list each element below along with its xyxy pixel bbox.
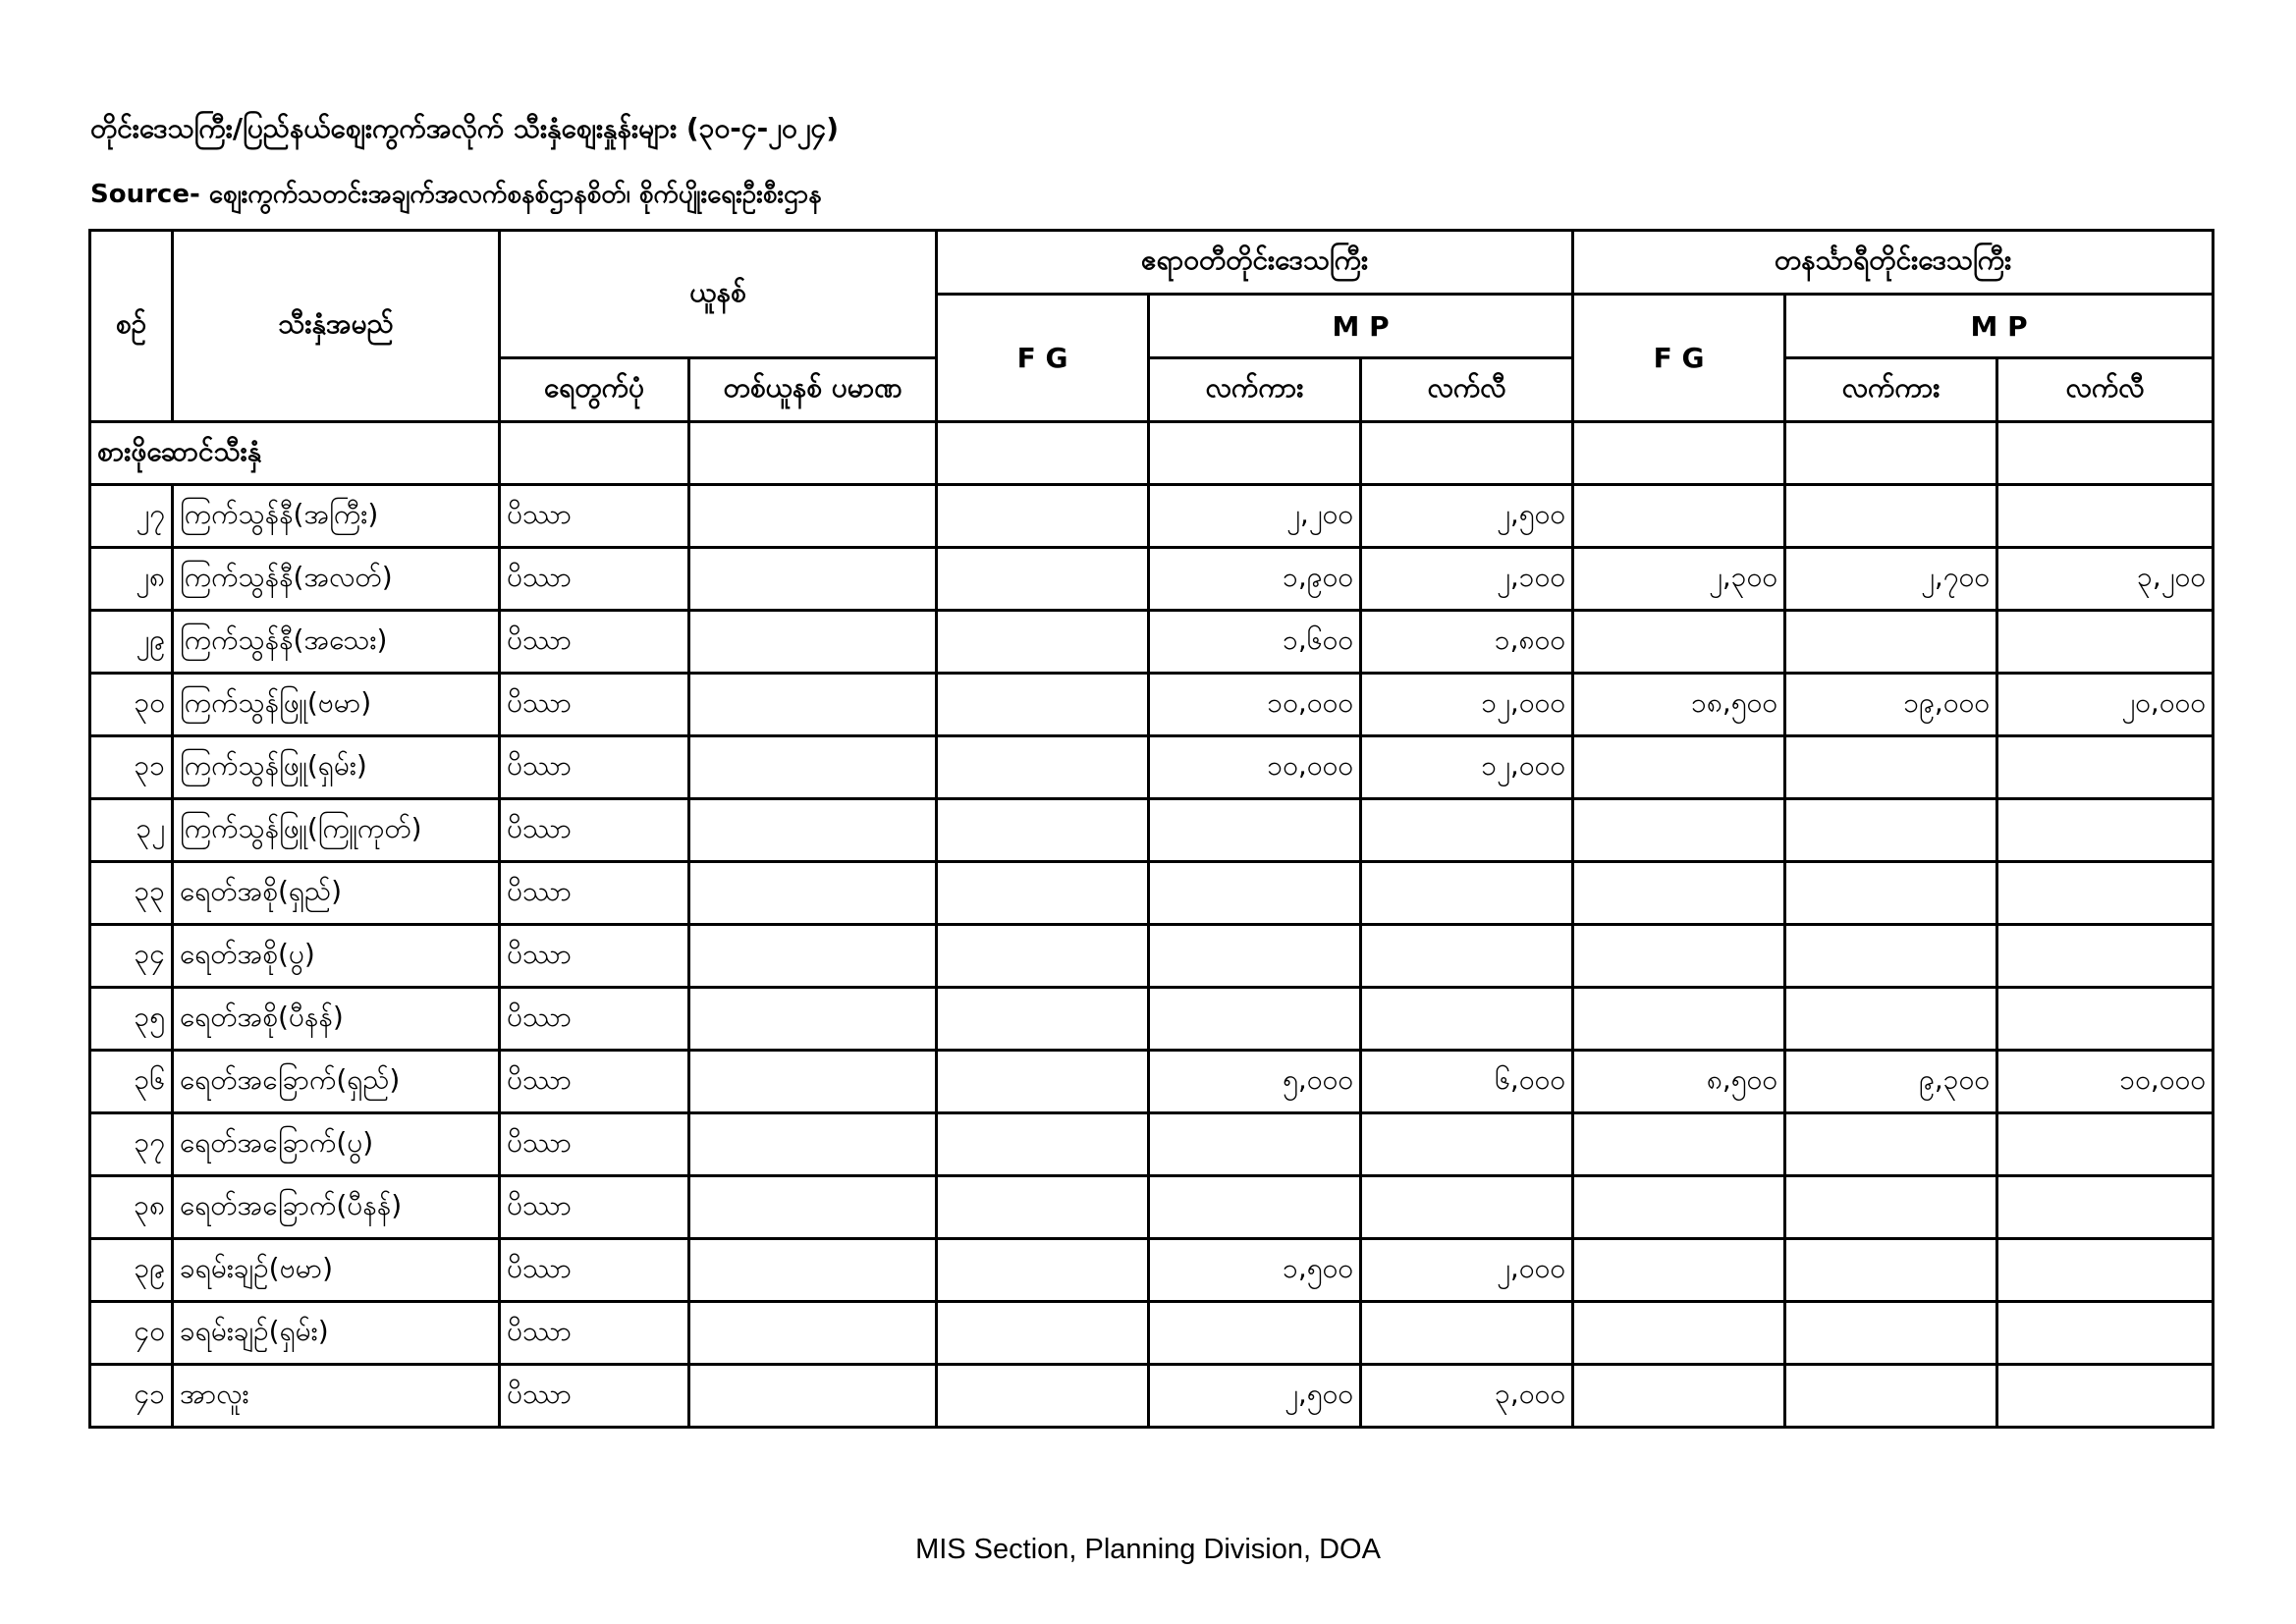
cell-r1-fg: [937, 1365, 1149, 1428]
cell-unit: ပိဿာ: [500, 1302, 689, 1365]
table-row: [90, 1176, 2214, 1239]
cell-r1-retail: ၁၂,၀၀၀: [1361, 736, 1573, 799]
cell-unit-per: [689, 548, 937, 611]
cell-r1-retail: [1361, 1113, 1573, 1176]
cell-unit-per: [689, 1302, 937, 1365]
cell-unit-per: [689, 1365, 937, 1428]
cell-r2-retail: [1997, 1239, 2214, 1302]
header-r2-retail: လက်လီ: [1997, 358, 2214, 422]
cell-crop-name: ရေတ်အစို(ရှည်): [173, 862, 500, 925]
header-r1-retail: လက်လီ: [1361, 358, 1573, 422]
cell-r1-retail: [1361, 862, 1573, 925]
table-cell: [689, 422, 937, 485]
cell-r1-fg: [937, 925, 1149, 988]
cell-r1-wholesale: [1149, 862, 1361, 925]
cell-crop-name: ရေတ်အခြောက်(ရှည်): [173, 1051, 500, 1113]
cell-unit-per: [689, 736, 937, 799]
cell-r2-wholesale: [1785, 485, 1997, 548]
cell-r2-retail: [1997, 736, 2214, 799]
cell-crop-name: ခရမ်းချဉ်(ဗမာ): [173, 1239, 500, 1302]
header-r2-wholesale: လက်ကား: [1785, 358, 1997, 422]
table-cell: [1785, 422, 1997, 485]
cell-r1-retail: [1361, 925, 1573, 988]
cell-unit-per: [689, 1176, 937, 1239]
cell-r2-wholesale: ၁၉,၀၀၀: [1785, 674, 1997, 736]
cell-unit-per: [689, 485, 937, 548]
cell-r1-fg: [937, 674, 1149, 736]
table-row: [90, 548, 2214, 611]
cell-r1-retail: ၆,၀၀၀: [1361, 1051, 1573, 1113]
cell-r2-fg: [1573, 1113, 1785, 1176]
cell-r1-retail: ၂,၅၀၀: [1361, 485, 1573, 548]
table-row: [90, 925, 2214, 988]
cell-r1-fg: [937, 485, 1149, 548]
cell-r1-wholesale: ၂,၂၀၀: [1149, 485, 1361, 548]
cell-sr: ၂၈: [90, 548, 173, 611]
table-cell: [1997, 422, 2214, 485]
cell-unit-per: [689, 925, 937, 988]
table-row: [90, 862, 2214, 925]
cell-sr: ၃၁: [90, 736, 173, 799]
cell-sr: ၃၉: [90, 1239, 173, 1302]
cell-r2-fg: [1573, 611, 1785, 674]
table-row: [90, 799, 2214, 862]
cell-r1-retail: [1361, 1176, 1573, 1239]
table-row: [90, 1113, 2214, 1176]
cell-r2-fg: [1573, 1239, 1785, 1302]
cell-crop-name: ကြက်သွန်ဖြူ(ရှမ်း): [173, 736, 500, 799]
cell-r1-retail: ၁၂,၀၀၀: [1361, 674, 1573, 736]
cell-r2-retail: [1997, 925, 2214, 988]
cell-r2-wholesale: [1785, 988, 1997, 1051]
table-row: [90, 1051, 2214, 1113]
cell-r1-fg: [937, 736, 1149, 799]
cell-unit: ပိဿာ: [500, 611, 689, 674]
section-label: စားဖိုဆောင်သီးနှံ: [90, 422, 500, 485]
cell-r2-fg: [1573, 736, 1785, 799]
cell-unit: ပိဿာ: [500, 988, 689, 1051]
cell-r1-fg: [937, 611, 1149, 674]
section-row: [90, 422, 2214, 485]
cell-r2-wholesale: [1785, 1302, 1997, 1365]
cell-crop-name: ကြက်သွန်ဖြူ(ကြူကုတ်): [173, 799, 500, 862]
cell-r2-wholesale: [1785, 1176, 1997, 1239]
cell-r2-retail: [1997, 862, 2214, 925]
cell-r1-fg: [937, 548, 1149, 611]
table-row: [90, 674, 2214, 736]
cell-r2-fg: ၈,၅၀၀: [1573, 1051, 1785, 1113]
table-cell: [937, 422, 1149, 485]
header-region-ayeyarwady: ဧရာဝတီတိုင်းဒေသကြီး: [937, 231, 1573, 295]
cell-crop-name: ကြက်သွန်နီ(အသေး): [173, 611, 500, 674]
cell-unit: ပိဿာ: [500, 862, 689, 925]
cell-r1-retail: ၁,၈၀၀: [1361, 611, 1573, 674]
cell-r1-wholesale: ၅,၀၀၀: [1149, 1051, 1361, 1113]
table-cell: [500, 422, 689, 485]
cell-r1-wholesale: ၁၀,၀၀၀: [1149, 674, 1361, 736]
cell-unit-per: [689, 799, 937, 862]
cell-unit: ပိဿာ: [500, 1239, 689, 1302]
cell-r1-retail: ၂,၁၀၀: [1361, 548, 1573, 611]
cell-sr: ၃၂: [90, 799, 173, 862]
header-region-tanintharyi: တနင်္သာရီတိုင်းဒေသကြီး: [1573, 231, 2214, 295]
cell-r2-retail: [1997, 1365, 2214, 1428]
cell-unit-per: [689, 611, 937, 674]
cell-sr: ၃၄: [90, 925, 173, 988]
cell-r2-fg: [1573, 1176, 1785, 1239]
source-line: Source- စျေးကွက်သတင်းအချက်အလက်စနစ်ဌာနစိတ်၊ စိုက်ပျိုးရေးဦးစီးဌာန: [90, 180, 822, 209]
table-row: [90, 988, 2214, 1051]
cell-r1-wholesale: ၁,၅၀၀: [1149, 1239, 1361, 1302]
table-row: [90, 1302, 2214, 1365]
cell-r2-wholesale: [1785, 1365, 1997, 1428]
cell-r1-fg: [937, 988, 1149, 1051]
cell-r2-wholesale: [1785, 799, 1997, 862]
cell-r1-wholesale: ၁၀,၀၀၀: [1149, 736, 1361, 799]
cell-r2-retail: ၁၀,၀၀၀: [1997, 1051, 2214, 1113]
cell-sr: ၂၇: [90, 485, 173, 548]
header-r1-wholesale: လက်ကား: [1149, 358, 1361, 422]
cell-r2-retail: [1997, 1302, 2214, 1365]
table-cell: [1573, 422, 1785, 485]
cell-r2-retail: ၃,၂၀၀: [1997, 548, 2214, 611]
cell-r2-fg: [1573, 1365, 1785, 1428]
cell-r1-retail: [1361, 799, 1573, 862]
cell-crop-name: ရေတ်အခြောက်(ပွ): [173, 1113, 500, 1176]
header-crop-name: သီးနှံအမည်: [173, 231, 500, 422]
cell-r1-wholesale: [1149, 799, 1361, 862]
cell-sr: ၃၆: [90, 1051, 173, 1113]
cell-r1-wholesale: ၂,၅၀၀: [1149, 1365, 1361, 1428]
cell-sr: ၂၉: [90, 611, 173, 674]
cell-r1-fg: [937, 862, 1149, 925]
table-row: [90, 611, 2214, 674]
cell-unit-per: [689, 1113, 937, 1176]
cell-unit: ပိဿာ: [500, 674, 689, 736]
cell-sr: ၃၀: [90, 674, 173, 736]
cell-r2-retail: [1997, 1113, 2214, 1176]
cell-r2-fg: [1573, 862, 1785, 925]
cell-r2-retail: ၂၀,၀၀၀: [1997, 674, 2214, 736]
table-row: [90, 1365, 2214, 1428]
cell-unit: ပိဿာ: [500, 485, 689, 548]
header-r2-fg: F G: [1573, 295, 1785, 422]
header-r2-mp: M P: [1785, 295, 2214, 358]
cell-crop-name: ရေတ်အစို(ပီနန်): [173, 988, 500, 1051]
cell-unit-per: [689, 1239, 937, 1302]
cell-unit: ပိဿာ: [500, 799, 689, 862]
header-unit-local: ရေတွက်ပုံ: [500, 358, 689, 422]
cell-r1-retail: [1361, 1302, 1573, 1365]
table-cell: [1361, 422, 1573, 485]
cell-r1-wholesale: ၁,၉၀၀: [1149, 548, 1361, 611]
cell-r2-wholesale: [1785, 1239, 1997, 1302]
cell-r2-fg: [1573, 799, 1785, 862]
header-unit-group: ယူနစ်: [500, 231, 937, 358]
cell-r2-retail: [1997, 485, 2214, 548]
cell-sr: ၃၇: [90, 1113, 173, 1176]
cell-r1-fg: [937, 1113, 1149, 1176]
cell-r2-fg: [1573, 988, 1785, 1051]
cell-r1-retail: [1361, 988, 1573, 1051]
cell-unit-per: [689, 988, 937, 1051]
price-table: [88, 229, 2214, 1429]
cell-r1-fg: [937, 1051, 1149, 1113]
cell-r1-retail: ၃,၀၀၀: [1361, 1365, 1573, 1428]
cell-r2-wholesale: ၂,၇၀၀: [1785, 548, 1997, 611]
table-row: [90, 736, 2214, 799]
cell-sr: ၃၃: [90, 862, 173, 925]
cell-r2-fg: [1573, 1302, 1785, 1365]
cell-r2-wholesale: [1785, 862, 1997, 925]
cell-r1-wholesale: [1149, 1176, 1361, 1239]
cell-crop-name: ခရမ်းချဉ်(ရှမ်း): [173, 1302, 500, 1365]
header-r1-fg: F G: [937, 295, 1149, 422]
cell-crop-name: ကြက်သွန်ဖြူ(ဗမာ): [173, 674, 500, 736]
cell-sr: ၃၈: [90, 1176, 173, 1239]
cell-r2-retail: [1997, 1176, 2214, 1239]
cell-crop-name: အာလူး: [173, 1365, 500, 1428]
cell-r1-wholesale: [1149, 925, 1361, 988]
cell-r1-fg: [937, 1239, 1149, 1302]
cell-r1-wholesale: [1149, 988, 1361, 1051]
header-r1-mp: M P: [1149, 295, 1573, 358]
cell-unit: ပိဿာ: [500, 1176, 689, 1239]
cell-r2-fg: [1573, 485, 1785, 548]
cell-unit-per: [689, 674, 937, 736]
table-cell: [1149, 422, 1361, 485]
cell-unit: ပိဿာ: [500, 548, 689, 611]
cell-crop-name: ရေတ်အခြောက်(ပီနန်): [173, 1176, 500, 1239]
page-title: တိုင်းဒေသကြီး/ပြည်နယ်စျေးကွက်အလိုက် သီးနှံစျေးနှုန်းများ (၃၀-၄-၂၀၂၄): [90, 112, 840, 144]
cell-r2-retail: [1997, 799, 2214, 862]
cell-unit: ပိဿာ: [500, 925, 689, 988]
header-unit-per: တစ်ယူနစ် ပမာဏ: [689, 358, 937, 422]
cell-r2-retail: [1997, 611, 2214, 674]
cell-r1-wholesale: [1149, 1113, 1361, 1176]
footer-text: MIS Section, Planning Division, DOA: [915, 1534, 1381, 1565]
cell-r1-fg: [937, 1176, 1149, 1239]
cell-unit-per: [689, 862, 937, 925]
cell-r1-wholesale: ၁,၆၀၀: [1149, 611, 1361, 674]
cell-sr: ၄၀: [90, 1302, 173, 1365]
cell-r2-retail: [1997, 988, 2214, 1051]
cell-r2-wholesale: [1785, 925, 1997, 988]
cell-crop-name: ကြက်သွန်နီ(အလတ်): [173, 548, 500, 611]
cell-unit: ပိဿာ: [500, 1051, 689, 1113]
table-row: [90, 1239, 2214, 1302]
cell-r2-wholesale: [1785, 611, 1997, 674]
cell-r1-retail: ၂,၀၀၀: [1361, 1239, 1573, 1302]
cell-r1-fg: [937, 1302, 1149, 1365]
cell-r2-fg: [1573, 925, 1785, 988]
cell-unit-per: [689, 1051, 937, 1113]
cell-unit: ပိဿာ: [500, 1113, 689, 1176]
cell-r2-wholesale: [1785, 736, 1997, 799]
cell-r1-wholesale: [1149, 1302, 1361, 1365]
cell-sr: ၄၁: [90, 1365, 173, 1428]
cell-r2-fg: ၂,၃၀၀: [1573, 548, 1785, 611]
cell-r2-fg: ၁၈,၅၀၀: [1573, 674, 1785, 736]
cell-crop-name: ရေတ်အစို(ပွ): [173, 925, 500, 988]
cell-sr: ၃၅: [90, 988, 173, 1051]
cell-unit: ပိဿာ: [500, 1365, 689, 1428]
cell-r1-fg: [937, 799, 1149, 862]
cell-r2-wholesale: [1785, 1113, 1997, 1176]
cell-crop-name: ကြက်သွန်နီ(အကြီး): [173, 485, 500, 548]
cell-r2-wholesale: ၉,၃၀၀: [1785, 1051, 1997, 1113]
cell-unit: ပိဿာ: [500, 736, 689, 799]
table-row: [90, 485, 2214, 548]
header-sr: စဉ်: [90, 231, 173, 422]
